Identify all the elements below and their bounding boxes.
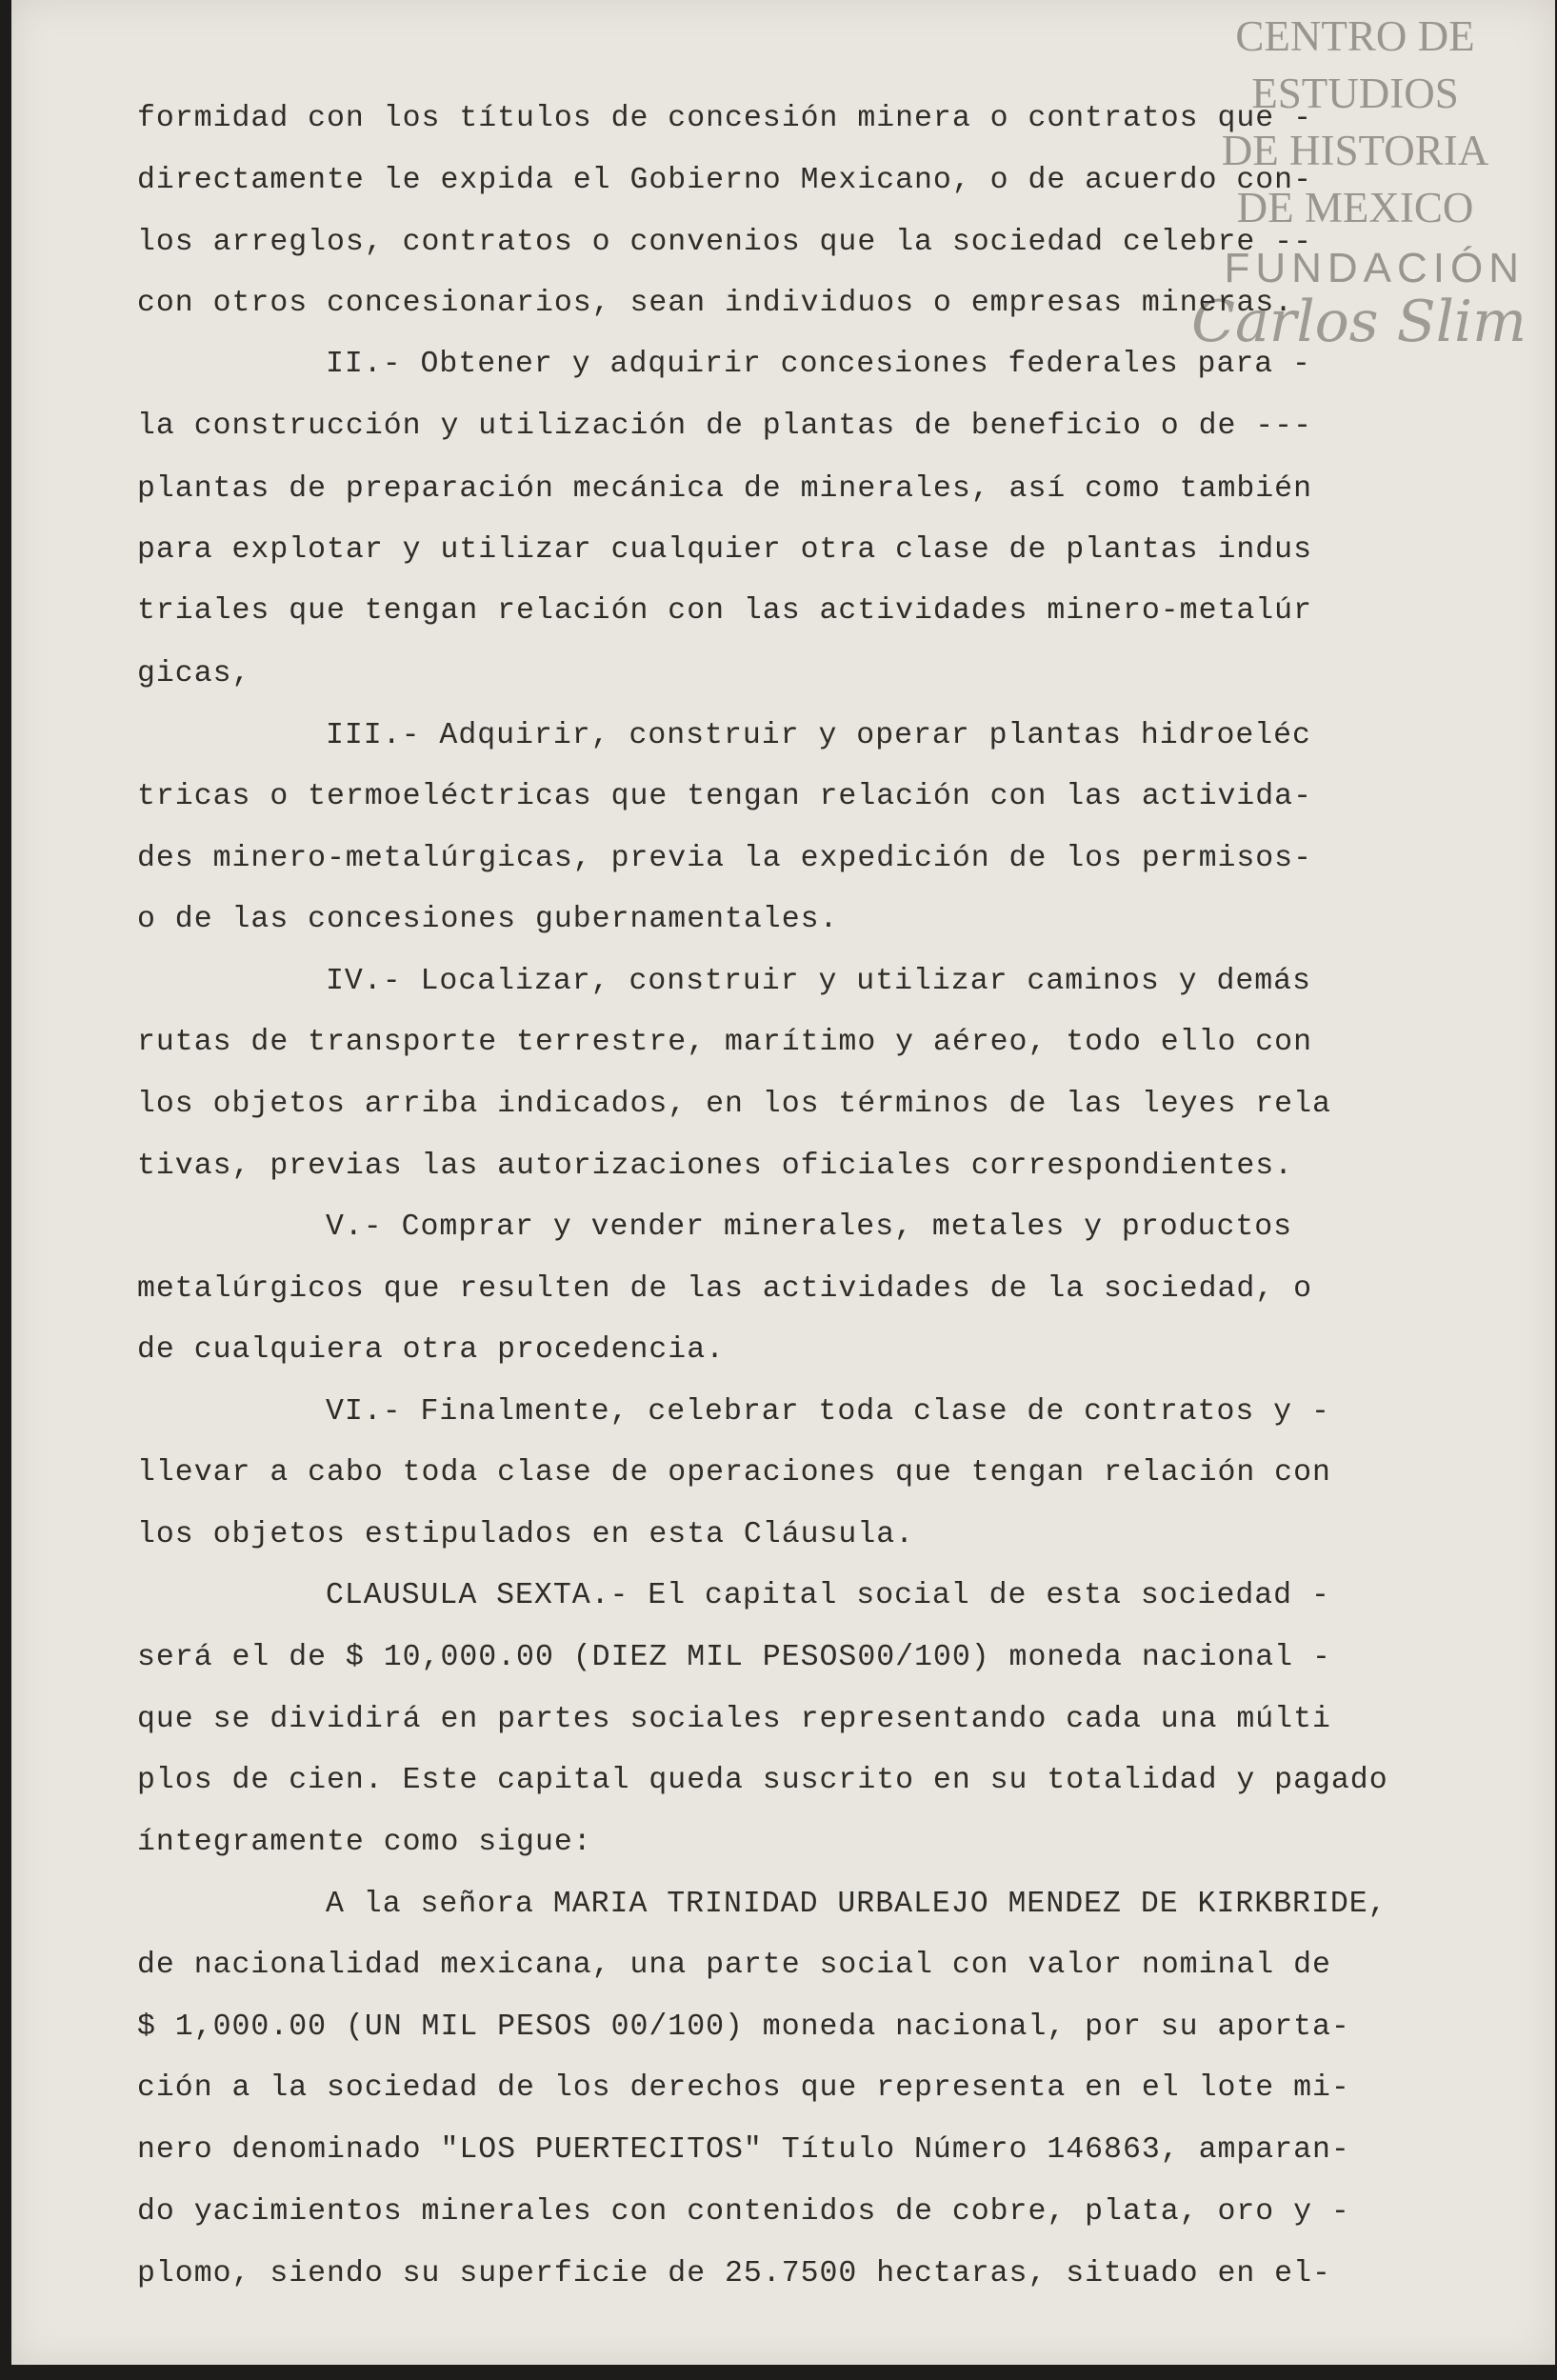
- watermark-fundacion: FUNDACIÓN: [1224, 245, 1525, 291]
- text-line: V.- Comprar y vender minerales, metales y productos: [326, 1210, 1293, 1244]
- text-line: plos de cien. Este capital queda suscrito en su totalidad y pagado: [137, 1764, 1388, 1797]
- text-line: la construcción y utilización de plantas de beneficio o de ---: [137, 410, 1312, 443]
- watermark-line: ESTUDIOS: [1251, 70, 1459, 117]
- text-line: o de las concesiones gubernamentales.: [137, 903, 839, 936]
- text-line: CLAUSULA SEXTA.- El capital social de esta sociedad -: [326, 1579, 1330, 1612]
- text-line: des minero-metalúrgicas, previa la expedición de los permisos-: [137, 842, 1312, 875]
- text-line: IV.- Localizar, construir y utilizar caminos y demás: [326, 965, 1311, 998]
- text-line: tricas o termoeléctricas que tengan relación con las activida-: [137, 780, 1312, 813]
- text-line: de cualquiera otra procedencia.: [137, 1333, 725, 1367]
- text-line: con otros concesionarios, sean individuos o empresas mineras.: [137, 287, 1294, 320]
- watermark-line: CENTRO DE: [1235, 12, 1475, 60]
- text-line: directamente le expida el Gobierno Mexicano, o de acuerdo con-: [137, 164, 1312, 197]
- text-line: plantas de preparación mecánica de minerales, así como también: [137, 472, 1312, 506]
- text-line: II.- Obtener y adquirir concesiones federales para -: [326, 348, 1311, 381]
- watermark-line: DE MEXICO: [1236, 184, 1474, 231]
- text-line: será el de $ 10,000.00 (DIEZ MIL PESOS00/100) moneda nacional -: [137, 1641, 1331, 1674]
- text-line: plomo, siendo su superficie de 25.7500 hectaras, situado en el-: [137, 2257, 1331, 2290]
- text-line: gicas,: [137, 657, 251, 690]
- text-line: VI.- Finalmente, celebrar toda clase de contratos y -: [326, 1395, 1330, 1429]
- text-line: íntegramente como sigue:: [137, 1826, 592, 1859]
- text-line: rutas de transporte terrestre, marítimo y aéreo, todo ello con: [137, 1026, 1312, 1059]
- text-line: ción a la sociedad de los derechos que representa en el lote mi-: [137, 2071, 1350, 2105]
- text-line: formidad con los títulos de concesión minera o contratos que -: [137, 102, 1312, 135]
- text-line: nero denominado "LOS PUERTECITOS" Título Número 146863, amparan-: [137, 2133, 1350, 2167]
- text-line: $ 1,000.00 (UN MIL PESOS 00/100) moneda nacional, por su aporta-: [137, 2010, 1350, 2044]
- text-line: tivas, previas las autorizaciones oficiales correspondientes.: [137, 1150, 1294, 1183]
- text-line: III.- Adquirir, construir y operar plantas hidroeléc: [326, 719, 1311, 752]
- text-line: de nacionalidad mexicana, una parte social con valor nominal de: [137, 1949, 1331, 1982]
- text-line: A la señora MARIA TRINIDAD URBALEJO MENDEZ DE KIRKBRIDE,: [326, 1888, 1387, 1921]
- text-line: metalúrgicos que resulten de las actividades de la sociedad, o: [137, 1272, 1312, 1306]
- text-line: triales que tengan relación con las actividades minero-metalúr: [137, 594, 1312, 628]
- document-body: [11, 0, 1555, 2365]
- document-page: [11, 0, 1555, 2365]
- text-line: para explotar y utilizar cualquier otra clase de plantas indus: [137, 533, 1312, 567]
- text-line: los objetos estipulados en esta Cláusula.: [137, 1518, 915, 1551]
- text-line: los objetos arriba indicados, en los términos de las leyes rela: [137, 1088, 1331, 1121]
- text-line: do yacimientos minerales con contenidos de cobre, plata, oro y -: [137, 2195, 1350, 2229]
- text-line: los arreglos, contratos o convenios que la sociedad celebre --: [137, 226, 1312, 259]
- text-line: llevar a cabo toda clase de operaciones que tengan relación con: [137, 1456, 1331, 1490]
- watermark-line: DE HISTORIA: [1221, 127, 1489, 174]
- watermark-signature: Carlos Slim: [1191, 289, 1527, 355]
- text-line: que se dividirá en partes sociales representando cada una múlti: [137, 1703, 1331, 1736]
